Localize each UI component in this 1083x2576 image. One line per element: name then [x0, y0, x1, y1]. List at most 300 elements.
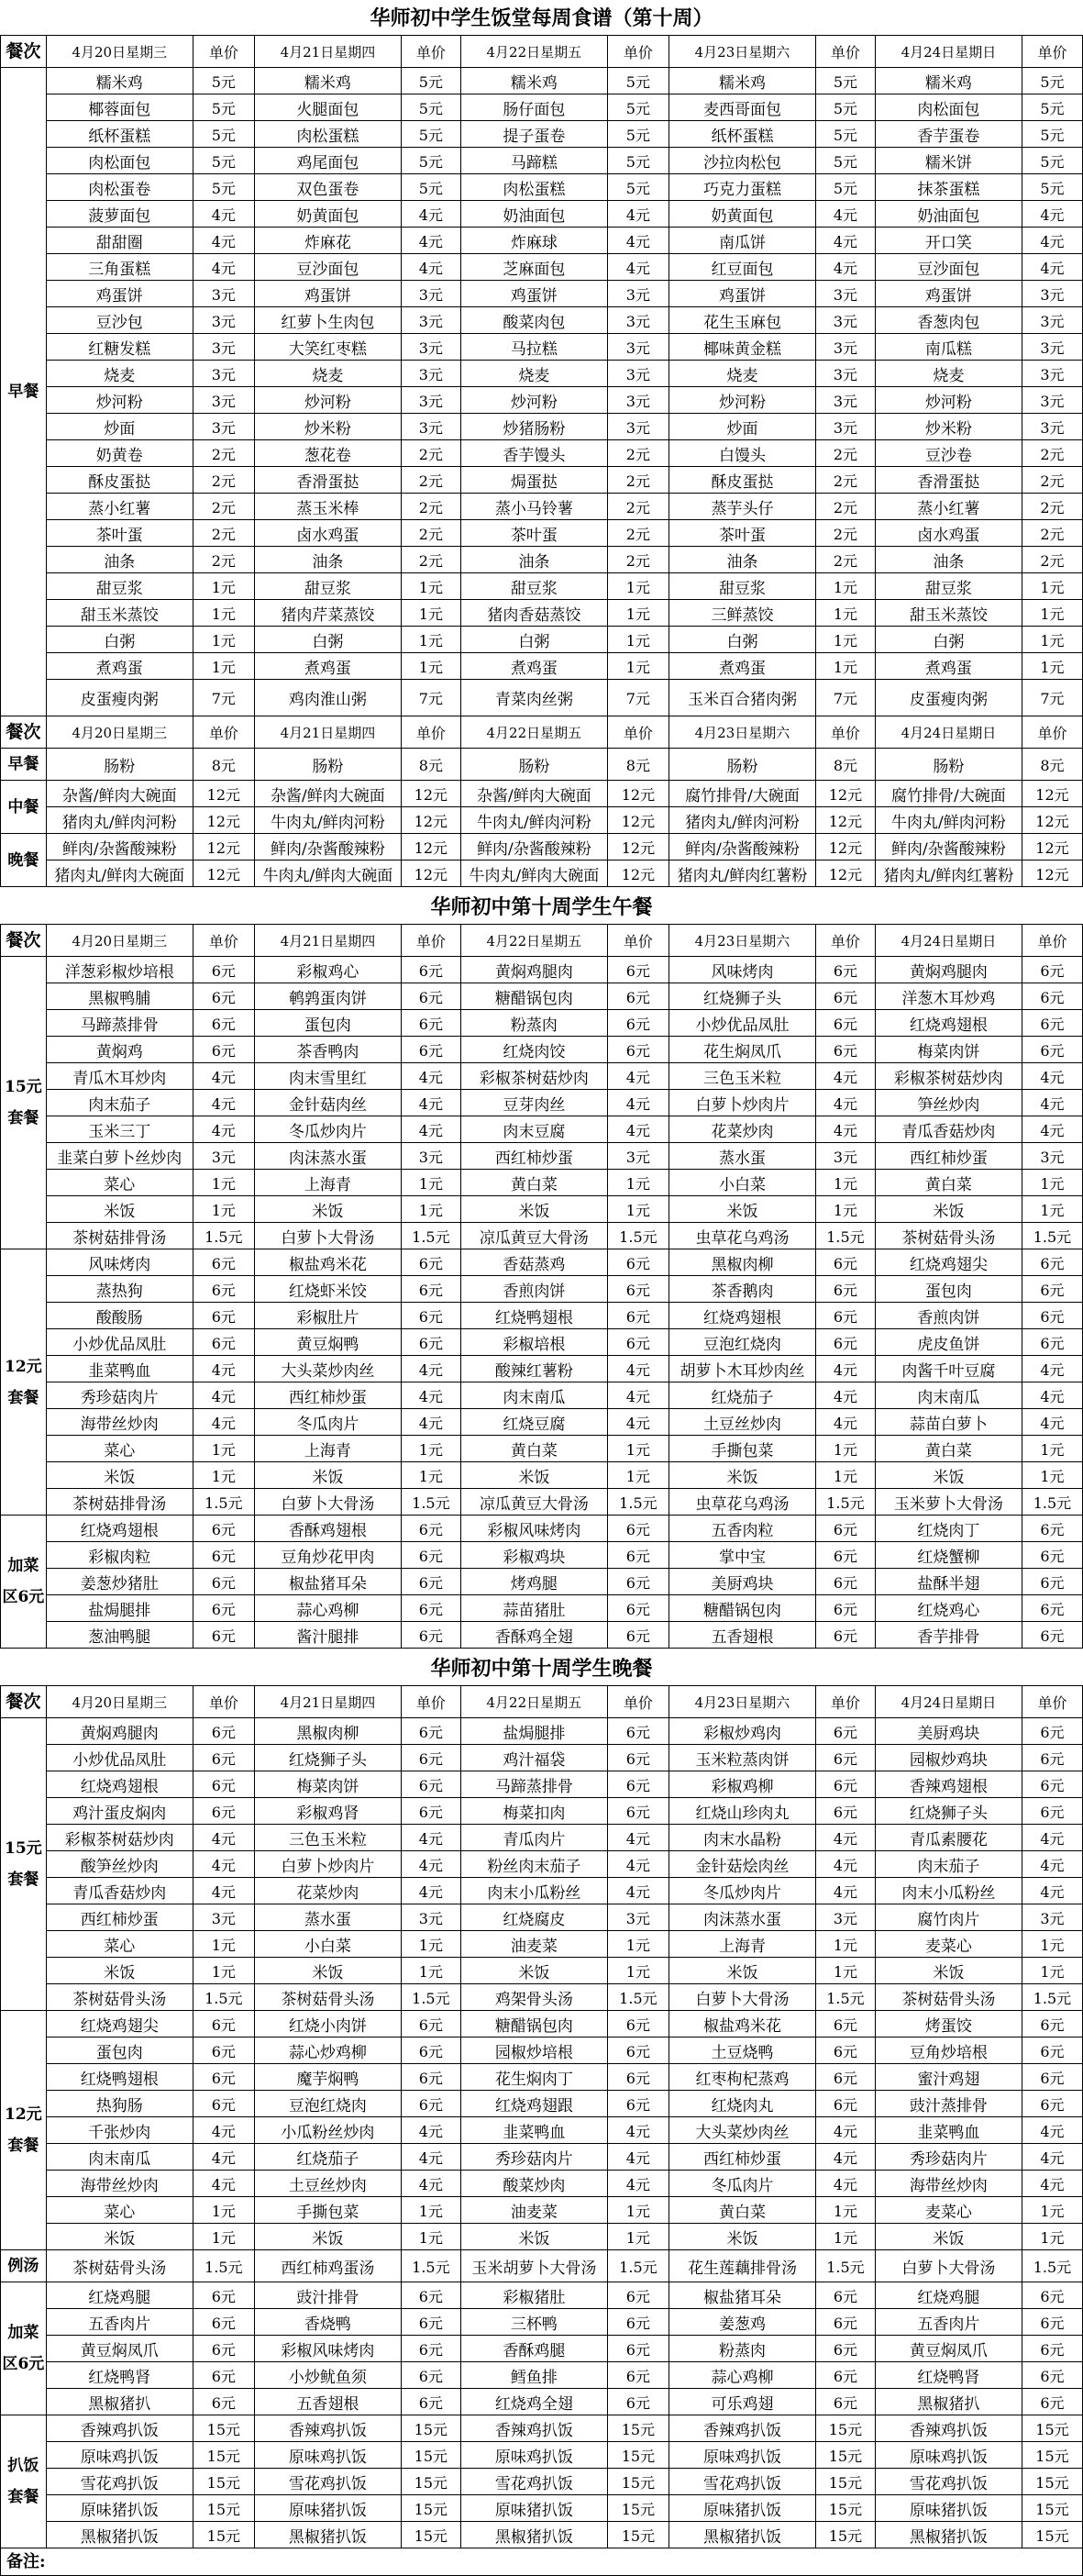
dish-price: 4元: [1022, 1063, 1082, 1090]
price-header: 单价: [815, 925, 875, 957]
dish-price: 12元: [401, 807, 460, 834]
dish-price: 6元: [815, 1516, 875, 1542]
dish-name: 甜豆浆: [46, 573, 193, 600]
dish-price: 1元: [193, 1931, 254, 1958]
dish-name: 奶黄卷: [46, 440, 193, 467]
dish-price: 4元: [401, 1116, 460, 1143]
dish-name: 热狗肠: [46, 2091, 193, 2117]
dish-price: 4元: [193, 2144, 254, 2171]
dish-price: 15元: [607, 2442, 669, 2469]
dish-price: 5元: [607, 121, 669, 148]
dish-name: 牛肉丸/鲜肉大碗面: [460, 861, 607, 887]
dish-name: 肉末南瓜: [875, 1382, 1022, 1409]
dish-price: 2元: [607, 467, 669, 494]
dish-price: 1元: [401, 1436, 460, 1462]
dish-price: 15元: [1022, 2495, 1082, 2522]
dish-price: 15元: [1022, 2522, 1082, 2548]
dish-price: 1.5元: [607, 1223, 669, 1249]
dish-name: 白粥: [875, 627, 1022, 653]
breakfast-title: 华师初中学生饭堂每周食谱（第十周）: [370, 6, 713, 30]
dish-name: 炒面: [669, 414, 815, 440]
meal-category: 加菜区6元: [1, 2282, 47, 2415]
menu-table: [0, 35, 1083, 887]
dish-price: 4元: [193, 254, 254, 281]
dish-price: 4元: [193, 1825, 254, 1851]
dish-name: 奶油面包: [875, 201, 1022, 228]
menu-row: [1, 957, 1083, 983]
dish-name: 红烧肉丸: [669, 2091, 815, 2117]
dish-price: 1元: [607, 600, 669, 627]
dish-price: 5元: [815, 94, 875, 121]
dish-price: 3元: [607, 334, 669, 361]
dish-name: 美厨鸡块: [669, 1569, 815, 1595]
day-header: 4月23日星期六: [669, 716, 815, 749]
menu-row: [1, 1409, 1083, 1436]
dish-price: 4元: [607, 1851, 669, 1878]
dish-price: 6元: [1022, 1569, 1082, 1595]
dish-price: 15元: [607, 2415, 669, 2442]
dish-name: 蒸玉米棒: [254, 494, 401, 520]
header-row: [1, 1686, 1083, 1718]
dish-price: 2元: [607, 440, 669, 467]
meal-category: 晚餐: [1, 834, 47, 887]
dish-name: 香葱肉包: [875, 307, 1022, 334]
dish-price: 12元: [815, 861, 875, 887]
dish-price: 6元: [815, 1595, 875, 1622]
dish-name: 雪花鸡扒饭: [669, 2469, 815, 2495]
price-header: 单价: [815, 1686, 875, 1718]
menu-row: [1, 2282, 1083, 2309]
dish-price: 6元: [193, 983, 254, 1010]
menu-row: [1, 1303, 1083, 1329]
menu-row: [1, 121, 1083, 148]
dish-price: 6元: [607, 1542, 669, 1569]
dish-name: 糯米鸡: [460, 68, 607, 94]
menu-row: [1, 1276, 1083, 1303]
dish-name: 豆沙面包: [254, 254, 401, 281]
dish-name: 梅菜肉饼: [254, 1771, 401, 1798]
dish-price: 8元: [1022, 749, 1082, 781]
dish-name: 冬瓜肉片: [669, 2171, 815, 2197]
dish-price: 1元: [1022, 2197, 1082, 2224]
dish-price: 4元: [193, 1063, 254, 1090]
dish-price: 15元: [401, 2495, 460, 2522]
dish-price: 1元: [1022, 600, 1082, 627]
dish-price: 2元: [1022, 440, 1082, 467]
dish-name: 红烧鸡翅尖: [46, 2011, 193, 2037]
dish-name: 原味猪扒饭: [460, 2495, 607, 2522]
dish-name: 炒河粉: [669, 387, 815, 414]
menu-row: [1, 1595, 1083, 1622]
dish-price: 8元: [607, 749, 669, 781]
dish-price: 12元: [401, 834, 460, 861]
menu-row: [1, 1516, 1083, 1542]
day-header: 4月21日星期四: [254, 36, 401, 68]
dish-price: 4元: [815, 228, 875, 254]
dish-price: 4元: [1022, 1090, 1082, 1116]
dish-name: 米饭: [46, 2224, 193, 2250]
dish-price: 4元: [193, 1851, 254, 1878]
dish-name: 糯米鸡: [46, 68, 193, 94]
dish-name: 原味猪扒饭: [875, 2495, 1022, 2522]
dish-price: 6元: [193, 1542, 254, 1569]
dish-price: 3元: [1022, 281, 1082, 307]
dish-price: 6元: [1022, 1595, 1082, 1622]
dish-price: 2元: [193, 494, 254, 520]
dish-price: 6元: [815, 1569, 875, 1595]
dish-name: 玉米粒蒸肉饼: [669, 1745, 815, 1771]
dish-name: 煮鸡蛋: [460, 653, 607, 680]
day-header: 4月23日星期六: [669, 36, 815, 68]
dish-name: 油条: [669, 547, 815, 573]
dish-name: 奶黄面包: [669, 201, 815, 228]
dish-name: 腐竹肉片: [875, 1904, 1022, 1931]
dish-price: 1.5元: [401, 1489, 460, 1516]
menu-row: [1, 2442, 1083, 2469]
dish-name: 玉米三丁: [46, 1116, 193, 1143]
day-header: 4月20日星期三: [46, 716, 193, 749]
dish-name: 花生焖凤爪: [669, 1037, 815, 1063]
menu-row: [1, 2415, 1083, 2442]
dish-price: 5元: [193, 94, 254, 121]
dish-price: 3元: [815, 414, 875, 440]
dish-price: 15元: [815, 2442, 875, 2469]
dish-price: 5元: [815, 174, 875, 201]
dish-price: 15元: [1022, 2469, 1082, 2495]
dish-price: 1元: [815, 600, 875, 627]
dish-name: 西红柿炒蛋: [875, 1143, 1022, 1170]
dish-price: 12元: [607, 834, 669, 861]
dish-price: 5元: [607, 68, 669, 94]
dish-name: 肉末茄子: [46, 1090, 193, 1116]
dish-name: 胡萝卜木耳炒肉丝: [669, 1356, 815, 1382]
dish-price: 4元: [401, 1063, 460, 1090]
dish-name: 甜豆浆: [669, 573, 815, 600]
dish-name: 香滑蛋挞: [875, 467, 1022, 494]
dish-name: 提子蛋卷: [460, 121, 607, 148]
dish-name: 五香肉片: [46, 2309, 193, 2336]
dish-price: 6元: [401, 2037, 460, 2064]
dish-name: 红烧鸡心: [875, 1595, 1022, 1622]
dish-name: 彩椒茶树菇炒肉: [460, 1063, 607, 1090]
dish-price: 6元: [607, 1569, 669, 1595]
dish-price: 8元: [401, 749, 460, 781]
dish-name: 蛋包肉: [254, 1010, 401, 1037]
dish-name: 鸡蛋饼: [254, 281, 401, 307]
dish-name: 黄白菜: [460, 1170, 607, 1196]
dish-price: 1元: [1022, 1958, 1082, 1984]
dish-price: 1元: [815, 1958, 875, 1984]
lunch-section: [0, 924, 1083, 1649]
dish-price: 3元: [193, 281, 254, 307]
dish-price: 6元: [815, 2309, 875, 2336]
meal-category: 早餐: [1, 68, 47, 716]
dish-price: 5元: [607, 94, 669, 121]
dish-name: 雪花鸡扒饭: [460, 2469, 607, 2495]
dish-name: 玉米胡萝卜大骨汤: [460, 2250, 607, 2282]
dish-price: 6元: [607, 1329, 669, 1356]
dish-name: 沙拉肉松包: [669, 148, 815, 174]
menu-row: [1, 2362, 1083, 2389]
dish-name: 梅菜肉饼: [875, 1037, 1022, 1063]
dish-price: 2元: [607, 547, 669, 573]
dish-price: 1.5元: [193, 1223, 254, 1249]
dish-name: 芝麻面包: [460, 254, 607, 281]
dish-price: 6元: [1022, 1516, 1082, 1542]
menu-row: [1, 1382, 1083, 1409]
menu-row: [1, 2197, 1083, 2224]
dish-name: 烤蛋饺: [875, 2011, 1022, 2037]
dish-name: 杂酱/鲜肉大碗面: [460, 781, 607, 807]
dish-price: 15元: [401, 2415, 460, 2442]
dish-price: 5元: [815, 121, 875, 148]
dish-name: 蜜汁鸡翅: [875, 2064, 1022, 2091]
dish-price: 1元: [401, 2197, 460, 2224]
dish-name: 白粥: [254, 627, 401, 653]
dish-price: 6元: [193, 2064, 254, 2091]
dish-price: 6元: [815, 983, 875, 1010]
dish-name: 猪肉香菇蒸饺: [460, 600, 607, 627]
dish-name: 豆角炒花甲肉: [254, 1542, 401, 1569]
dish-name: 茶树菇骨头汤: [254, 1984, 401, 2011]
dish-name: 茶树菇排骨汤: [46, 1489, 193, 1516]
dish-name: 糯米鸡: [254, 68, 401, 94]
dish-price: 5元: [401, 148, 460, 174]
dish-name: 葱花卷: [254, 440, 401, 467]
dish-price: 4元: [193, 1090, 254, 1116]
dish-name: 米饭: [254, 1462, 401, 1489]
dish-price: 6元: [607, 2064, 669, 2091]
dish-price: 1元: [1022, 2224, 1082, 2250]
dish-price: 4元: [815, 1878, 875, 1904]
dish-price: 4元: [607, 1063, 669, 1090]
dish-price: 6元: [607, 2309, 669, 2336]
dish-name: 米饭: [875, 2224, 1022, 2250]
dish-name: 红烧鸡全翅: [460, 2389, 607, 2415]
dish-price: 6元: [401, 1718, 460, 1745]
dish-name: 豆沙卷: [875, 440, 1022, 467]
dish-price: 3元: [193, 414, 254, 440]
dish-name: 猪肉丸/鲜肉河粉: [46, 807, 193, 834]
dish-name: 豉汁排骨: [254, 2282, 401, 2309]
dish-price: 6元: [401, 2336, 460, 2362]
dish-name: 千张炒肉: [46, 2117, 193, 2144]
menu-row: [1, 2469, 1083, 2495]
dish-name: 椒盐鸡米花: [254, 1249, 401, 1276]
dish-price: 6元: [1022, 1249, 1082, 1276]
dish-price: 6元: [401, 957, 460, 983]
dish-price: 1元: [401, 1196, 460, 1223]
dish-price: 3元: [607, 361, 669, 387]
dish-name: 油条: [254, 547, 401, 573]
dish-price: 15元: [607, 2522, 669, 2548]
dish-name: 彩椒鸡块: [460, 1542, 607, 1569]
meal-category: 12元套餐: [1, 1249, 47, 1516]
dish-name: 黄豆焖凤爪: [46, 2336, 193, 2362]
dish-name: 黑椒猪扒饭: [46, 2522, 193, 2548]
dish-price: 15元: [401, 2469, 460, 2495]
dish-name: 冬瓜肉片: [254, 1409, 401, 1436]
dish-name: 肉松蛋卷: [46, 174, 193, 201]
dish-price: 6元: [607, 1010, 669, 1037]
dish-name: 麦菜心: [875, 1931, 1022, 1958]
dish-price: 6元: [815, 2064, 875, 2091]
dish-price: 4元: [607, 1878, 669, 1904]
dish-name: 肉酱千叶豆腐: [875, 1356, 1022, 1382]
dish-price: 6元: [607, 2336, 669, 2362]
menu-row: [1, 680, 1083, 716]
dish-price: 3元: [193, 307, 254, 334]
dish-price: 2元: [815, 547, 875, 573]
dish-name: 梅菜扣肉: [460, 1798, 607, 1825]
dish-name: 原味猪扒饭: [254, 2495, 401, 2522]
dish-name: 马蹄糕: [460, 148, 607, 174]
dish-name: 五香翅根: [669, 1622, 815, 1649]
dish-price: 4元: [401, 1878, 460, 1904]
dish-price: 2元: [1022, 520, 1082, 547]
dish-price: 6元: [401, 1542, 460, 1569]
menu-row: [1, 2224, 1083, 2250]
dish-name: 卤水鸡蛋: [875, 520, 1022, 547]
dish-name: 肉末南瓜: [460, 1382, 607, 1409]
dish-name: 韭菜白萝卜丝炒肉: [46, 1143, 193, 1170]
dish-name: 韭菜鸭血: [875, 2117, 1022, 2144]
dish-price: 1元: [193, 600, 254, 627]
menu-row: [1, 781, 1083, 807]
menu-row: [1, 2171, 1083, 2197]
dish-price: 12元: [193, 861, 254, 887]
dish-price: 3元: [607, 307, 669, 334]
dish-name: 鲜肉/杂酱酸辣粉: [46, 834, 193, 861]
dish-price: 6元: [815, 1329, 875, 1356]
dish-price: 6元: [193, 2011, 254, 2037]
dish-name: 洋葱彩椒炒培根: [46, 957, 193, 983]
dish-price: 6元: [401, 983, 460, 1010]
dish-price: 4元: [401, 1090, 460, 1116]
dish-name: 秀珍菇肉片: [460, 2144, 607, 2171]
dish-name: 小炒鱿鱼须: [254, 2362, 401, 2389]
dish-price: 2元: [401, 467, 460, 494]
dish-name: 糖醋锅包肉: [669, 1595, 815, 1622]
dish-name: 黄白菜: [460, 1436, 607, 1462]
dish-price: 4元: [1022, 2171, 1082, 2197]
dish-name: 原味猪扒饭: [46, 2495, 193, 2522]
dish-price: 6元: [401, 2011, 460, 2037]
dish-price: 4元: [401, 2117, 460, 2144]
dish-name: 蒜心炒鸡柳: [254, 2037, 401, 2064]
meal-category: 加菜区6元: [1, 1516, 47, 1649]
dish-name: 原味鸡扒饭: [254, 2442, 401, 2469]
dish-price: 3元: [401, 1143, 460, 1170]
dish-name: 蒸小红薯: [875, 494, 1022, 520]
dish-name: 肠粉: [460, 749, 607, 781]
dish-price: 7元: [401, 680, 460, 716]
dish-name: 烤鸡腿: [460, 1569, 607, 1595]
dish-price: 2元: [815, 520, 875, 547]
meal-category: 早餐: [1, 749, 47, 781]
dish-name: 洋葱木耳炒鸡: [875, 983, 1022, 1010]
dish-price: 5元: [1022, 121, 1082, 148]
dish-price: 15元: [815, 2415, 875, 2442]
dish-price: 12元: [193, 781, 254, 807]
dish-name: 盐焗腿排: [460, 1718, 607, 1745]
dish-name: 鲜肉/杂酱酸辣粉: [875, 834, 1022, 861]
dish-name: 甜豆浆: [460, 573, 607, 600]
dish-name: 肠粉: [875, 749, 1022, 781]
dish-price: 6元: [193, 957, 254, 983]
menu-row: [1, 2250, 1083, 2282]
dish-name: 大笑红枣糕: [254, 334, 401, 361]
meal-category: 12元套餐: [1, 2011, 47, 2250]
dish-name: 煮鸡蛋: [46, 653, 193, 680]
dish-name: 米饭: [669, 2224, 815, 2250]
menu-row: [1, 254, 1083, 281]
dish-price: 7元: [607, 680, 669, 716]
dish-name: 炒河粉: [875, 387, 1022, 414]
day-header: 4月22日星期五: [460, 925, 607, 957]
dish-price: 4元: [401, 1356, 460, 1382]
dish-price: 6元: [815, 957, 875, 983]
dish-name: 红烧蟹柳: [875, 1542, 1022, 1569]
dish-name: 茶树菇排骨汤: [46, 1223, 193, 1249]
dish-price: 3元: [193, 1904, 254, 1931]
dish-price: 6元: [1022, 1276, 1082, 1303]
dish-price: 3元: [401, 334, 460, 361]
lunch-title: 华师初中第十周学生午餐: [430, 895, 653, 919]
dish-price: 6元: [815, 1718, 875, 1745]
dish-name: 白馒头: [669, 440, 815, 467]
dish-name: 虎皮鱼饼: [875, 1329, 1022, 1356]
dish-price: 6元: [401, 1516, 460, 1542]
dish-price: 1元: [193, 1170, 254, 1196]
dish-name: 上海青: [669, 1931, 815, 1958]
day-header: 4月21日星期四: [254, 716, 401, 749]
dish-price: 15元: [815, 2495, 875, 2522]
dish-name: 三色玉米粒: [254, 1825, 401, 1851]
dish-price: 6元: [193, 1622, 254, 1649]
dish-name: 手撕包菜: [669, 1436, 815, 1462]
dish-name: 红烧肉饺: [460, 1037, 607, 1063]
dish-name: 炒河粉: [254, 387, 401, 414]
dish-price: 4元: [401, 201, 460, 228]
dish-name: 菜心: [46, 2197, 193, 2224]
dish-price: 6元: [193, 1329, 254, 1356]
dish-price: 4元: [815, 201, 875, 228]
meal-column-header: 餐次: [1, 925, 47, 957]
dish-name: 烧麦: [875, 361, 1022, 387]
dish-name: 酸酸肠: [46, 1303, 193, 1329]
dish-name: 青瓜木耳炒肉: [46, 1063, 193, 1090]
menu-row: [1, 1958, 1083, 1984]
dish-price: 12元: [607, 781, 669, 807]
dish-price: 6元: [401, 1771, 460, 1798]
dish-name: 红烧鸡腿: [875, 2282, 1022, 2309]
menu-row: [1, 1851, 1083, 1878]
dish-name: 小炒优品凤肚: [669, 1010, 815, 1037]
dish-name: 红枣枸杞蒸鸡: [669, 2064, 815, 2091]
menu-row: [1, 2064, 1083, 2091]
dish-price: 6元: [1022, 1798, 1082, 1825]
menu-row: [1, 2309, 1083, 2336]
dish-name: 香辣鸡扒饭: [460, 2415, 607, 2442]
dish-price: 6元: [193, 1037, 254, 1063]
dish-name: 小炒优品凤肚: [46, 1329, 193, 1356]
dish-name: 椒盐猪耳朵: [669, 2282, 815, 2309]
price-header: 单价: [193, 1686, 254, 1718]
menu-row: [1, 467, 1083, 494]
dish-name: 红烧小肉饼: [254, 2011, 401, 2037]
dish-name: 花生玉麻包: [669, 307, 815, 334]
